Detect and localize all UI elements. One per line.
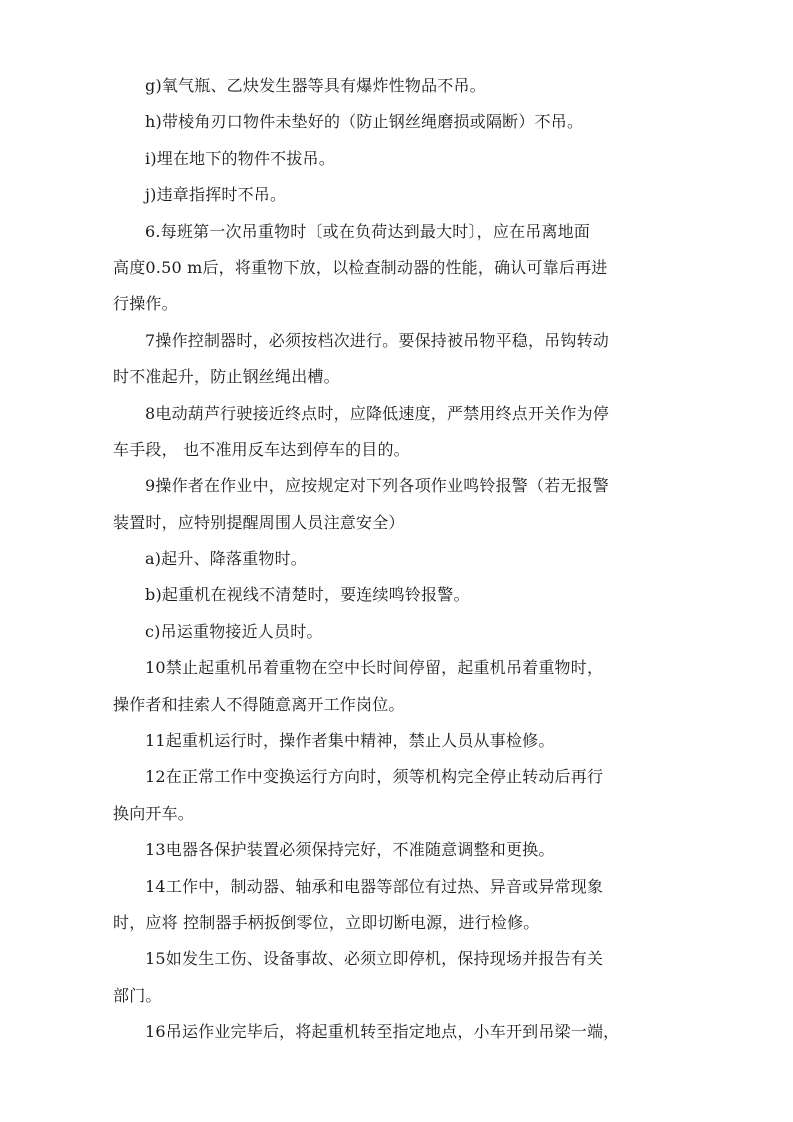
text-line: 换向开车。	[113, 803, 195, 823]
paragraph	[113, 177, 723, 213]
paragraph	[113, 723, 723, 759]
paragraph	[113, 1014, 723, 1050]
text-line: 装置时，应特别提醒周围人员注意安全）	[113, 512, 405, 532]
text-line: b)起重机在视线不清楚时，要连续鸣铃报警。	[145, 585, 470, 605]
paragraph	[113, 759, 723, 832]
text-line: c)吊运重物接近人员时。	[145, 621, 323, 641]
text-line: 时不准起升，防止钢丝绳出槽。	[113, 367, 340, 387]
paragraph	[113, 214, 723, 323]
paragraph	[113, 468, 723, 541]
text-line: 14工作中，制动器、轴承和电器等部位有过热、异音或异常现象	[145, 876, 604, 896]
paragraph	[113, 68, 723, 104]
text-line: j)违章指挥时不吊。	[145, 185, 287, 205]
text-line: 时，应将 控制器手柄扳倒零位，立即切断电源，进行检修。	[113, 912, 540, 932]
paragraph	[113, 323, 723, 396]
text-line: 部门。	[113, 985, 162, 1005]
text-line: 行操作。	[113, 294, 178, 314]
text-line: 6.每班第一次吊重物时〔或在负荷达到最大时〕，应在吊离地面	[145, 221, 591, 241]
paragraph	[113, 396, 723, 469]
text-line: 11起重机运行时，操作者集中精神，禁止人员从事检修。	[145, 731, 555, 751]
paragraph	[113, 614, 723, 650]
paragraph	[113, 941, 723, 1014]
paragraph	[113, 141, 723, 177]
text-line: g)氧气瓶、乙炔发生器等具有爆炸性物品不吊。	[145, 76, 486, 95]
text-line: 9操作者在作业中，应按规定对下列各项作业鸣铃报警（若无报警	[145, 476, 609, 496]
paragraph	[113, 650, 723, 723]
paragraph	[113, 104, 723, 140]
text-line: 车手段， 也不准用反车达到停车的目的。	[113, 439, 410, 459]
text-line: a)起升、降落重物时。	[145, 549, 307, 569]
text-line: 8电动葫芦行驶接近终点时，应降低速度，严禁用终点开关作为停	[145, 403, 609, 423]
paragraph	[113, 577, 723, 613]
text-line: h)带棱角刃口物件未垫好的（防止钢丝绳磨损或隔断）不吊。	[145, 112, 584, 132]
text-line: 15如发生工伤、设备事故、必须立即停机，保持现场并报告有关	[145, 949, 604, 969]
text-line: 操作者和挂索人不得随意离开工作岗位。	[113, 694, 405, 714]
paragraph	[113, 832, 723, 868]
paragraph	[113, 869, 723, 942]
text-line: 12在正常工作中变换运行方向时，须等机构完全停止转动后再行	[145, 767, 604, 787]
text-line: 10禁止起重机吊着重物在空中长时间停留，起重机吊着重物时，	[145, 658, 604, 678]
text-line: 16吊运作业完毕后，将起重机转至指定地点，小车开到吊梁一端，	[145, 1022, 620, 1042]
document-page	[113, 68, 723, 1051]
text-line: 7操作控制器时，必须按档次进行。要保持被吊物平稳，吊钩转动	[145, 330, 609, 350]
text-line: 13电器各保护装置必须保持完好，不准随意调整和更换。	[145, 840, 555, 860]
text-line: i)埋在地下的物件不拔吊。	[145, 148, 335, 168]
paragraph	[113, 541, 723, 577]
text-line: 高度0.50 m后，将重物下放，以检查制动器的性能，确认可靠后再进	[113, 257, 608, 277]
